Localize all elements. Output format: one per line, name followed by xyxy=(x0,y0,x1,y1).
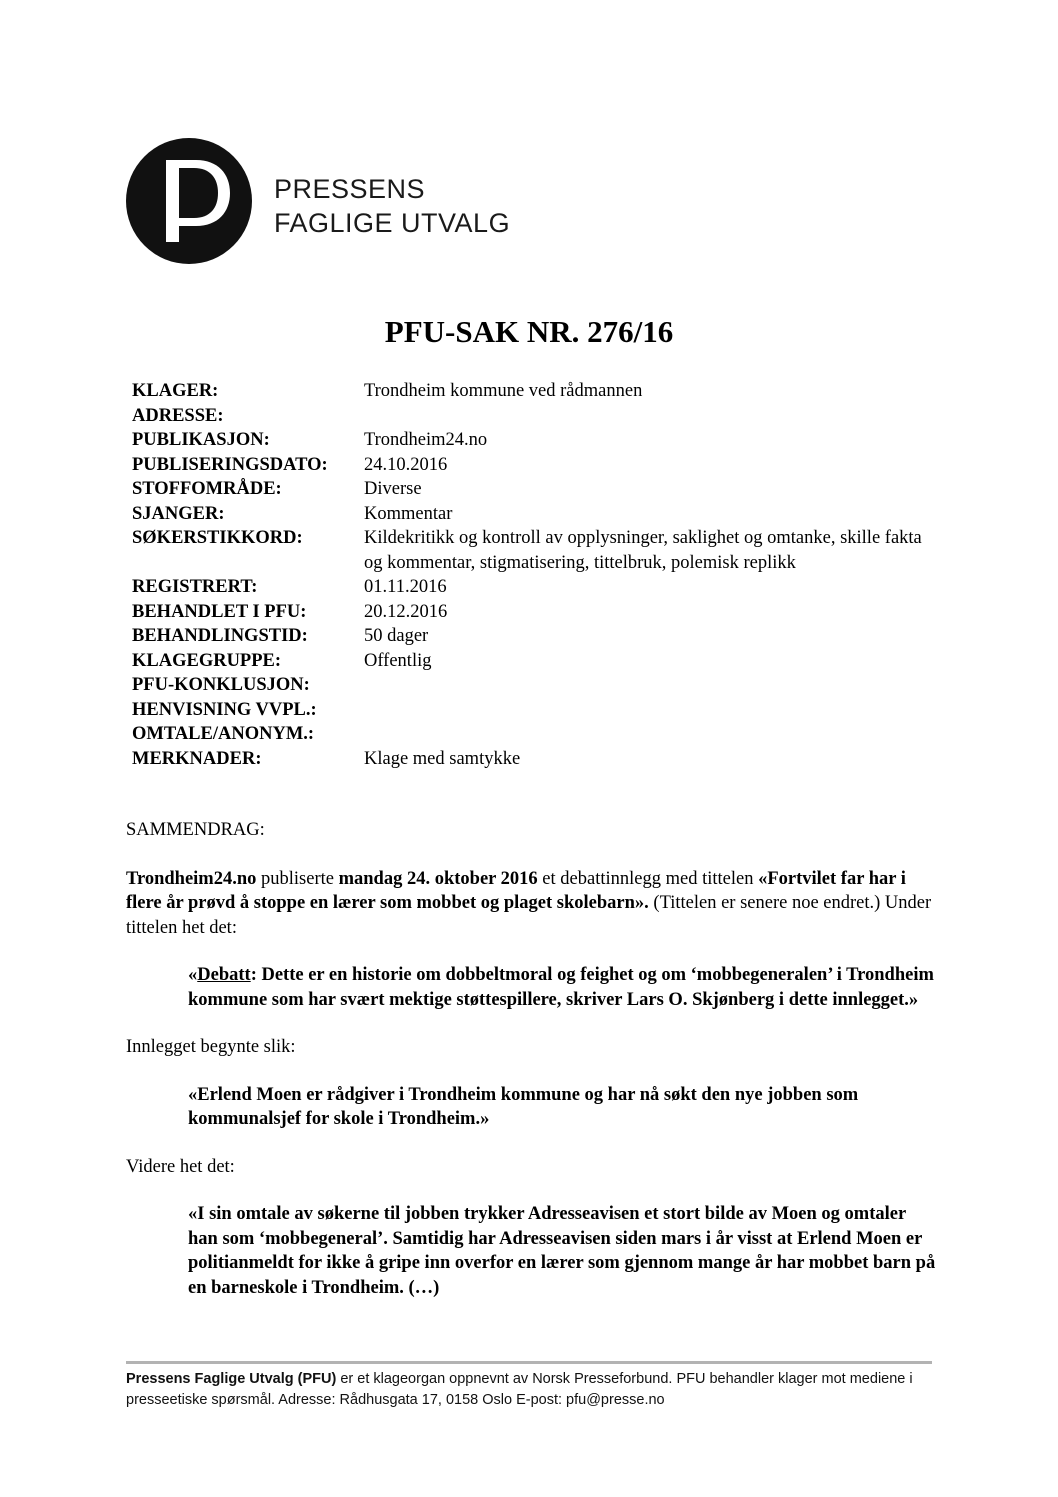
footer-text: er et klageorgan oppnevnt av Norsk Presseforbund. PFU behandler klager mot mediene i presseetiske spørsmål. Adresse: Rådhusgata 17, 0158 Oslo E-post: pfu@presse.no xyxy=(126,1371,913,1408)
meta-label: HENVISNING VVPL.: xyxy=(132,699,317,720)
meta-row xyxy=(132,600,932,625)
meta-value xyxy=(364,722,932,747)
meta-row xyxy=(132,624,932,649)
meta-row xyxy=(132,649,932,674)
logo-line-1: PRESSENS xyxy=(274,174,426,204)
meta-label: PUBLIKASJON: xyxy=(132,430,270,450)
meta-value: Kommentar xyxy=(364,503,453,524)
debatt-tag: Debatt xyxy=(197,965,251,985)
quote-3: «I sin omtale av søkerne til jobben trykker Adresseavisen et stort bilde av Moen og omtaler han som ‘mobbegeneral’. Samtidig har Adresseavisen siden mars i år visst at Erlend Moen er politianmeldt for ikke å gripe inn overfor en lærer som gjennom mange år har mobbet barn på en barneskole i Trondheim. (…) xyxy=(188,1204,936,1298)
meta-label: BEHANDLINGSTID: xyxy=(132,626,308,646)
meta-value: 01.11.2016 xyxy=(364,577,447,597)
footer-divider xyxy=(126,1361,932,1364)
logo-line-2: FAGLIGE UTVALG xyxy=(274,208,511,238)
meta-value: 50 dager xyxy=(364,626,429,646)
meta-value: Trondheim kommune ved rådmannen xyxy=(364,381,643,401)
meta-label: KLAGER: xyxy=(132,381,219,401)
meta-label: OMTALE/ANONYM.: xyxy=(132,724,315,744)
meta-label: SJANGER: xyxy=(132,503,225,524)
meta-row xyxy=(132,526,932,575)
meta-label: REGISTRERT: xyxy=(132,577,258,597)
meta-value: 24.10.2016 xyxy=(364,454,448,475)
meta-row xyxy=(132,575,932,600)
meta-row xyxy=(132,453,932,478)
meta-label: STOFFOMRÅDE: xyxy=(132,479,282,499)
text-span: et debattinnlegg med tittelen xyxy=(537,868,759,889)
case-metadata xyxy=(132,379,932,771)
quote-1 xyxy=(188,963,936,1012)
footer xyxy=(126,1369,936,1411)
meta-row xyxy=(132,428,932,453)
summary-heading: SAMMENDRAG: xyxy=(126,820,265,840)
quote-text: : Dette er en historie om dobbeltmoral og feighet og om ‘mobbegeneralen’ i Trondheim kommune som har svært mektige støttespillere, skriver Lars O. Skjønberg i dette innlegget.» xyxy=(188,965,934,1010)
meta-label: MERKNADER: xyxy=(132,748,262,769)
case-title: PFU-SAK NR. 276/16 xyxy=(384,314,674,349)
meta-row xyxy=(132,673,932,698)
document-body xyxy=(126,818,936,1323)
summary-paragraph-3: Videre het det: xyxy=(126,1156,235,1177)
meta-value xyxy=(364,673,932,698)
logo-wordmark xyxy=(274,172,510,240)
meta-value xyxy=(364,698,932,723)
meta-row xyxy=(132,379,932,404)
summary-paragraph-2: Innlegget begynte slik: xyxy=(126,1037,296,1057)
meta-value: Klage med samtykke xyxy=(364,748,521,769)
meta-value: Trondheim24.no xyxy=(364,430,488,450)
meta-value: Offentlig xyxy=(364,650,432,671)
meta-label: KLAGEGRUPPE: xyxy=(132,650,282,671)
meta-row xyxy=(132,502,932,527)
meta-label: ADRESSE: xyxy=(132,405,224,426)
meta-row xyxy=(132,747,932,772)
meta-row xyxy=(132,722,932,747)
meta-label: PFU-KONKLUSJON: xyxy=(132,675,310,695)
pfu-p-logo-icon xyxy=(126,138,252,264)
pfu-logo xyxy=(126,138,252,264)
meta-value xyxy=(364,404,932,429)
meta-row xyxy=(132,477,932,502)
meta-label: BEHANDLET I PFU: xyxy=(132,601,307,622)
meta-value: 20.12.2016 xyxy=(364,601,448,622)
footer-org: Pressens Faglige Utvalg (PFU) xyxy=(126,1371,337,1387)
meta-row xyxy=(132,698,932,723)
quote-2: «Erlend Moen er rådgiver i Trondheim kommune og har nå søkt den nye jobben som kommunalsjef for skole i Trondheim.» xyxy=(188,1084,859,1129)
publication-date: mandag 24. oktober 2016 xyxy=(338,868,538,889)
meta-label: PUBLISERINGSDATO: xyxy=(132,454,328,475)
meta-value: Kildekritikk og kontroll av opplysninger, saklighet og omtanke, skille fakta og kommentar, stigmatisering, tittelbruk, polemisk replikk xyxy=(364,528,922,573)
summary-paragraph-1 xyxy=(126,867,936,941)
publication-name: Trondheim24.no xyxy=(126,868,257,889)
quote-open: « xyxy=(188,965,198,985)
meta-label: SØKERSTIKKORD: xyxy=(132,528,303,548)
text-span: (Tittelen er senere noe endret.) Under tittelen het det: xyxy=(126,893,932,938)
meta-row xyxy=(132,404,932,429)
article-headline: «Fortvilet far har i flere år prøvd å stoppe en lærer som mobbet og plaget skolebarn». xyxy=(126,868,906,913)
meta-value: Diverse xyxy=(364,479,422,499)
text-span: publiserte xyxy=(256,868,339,889)
